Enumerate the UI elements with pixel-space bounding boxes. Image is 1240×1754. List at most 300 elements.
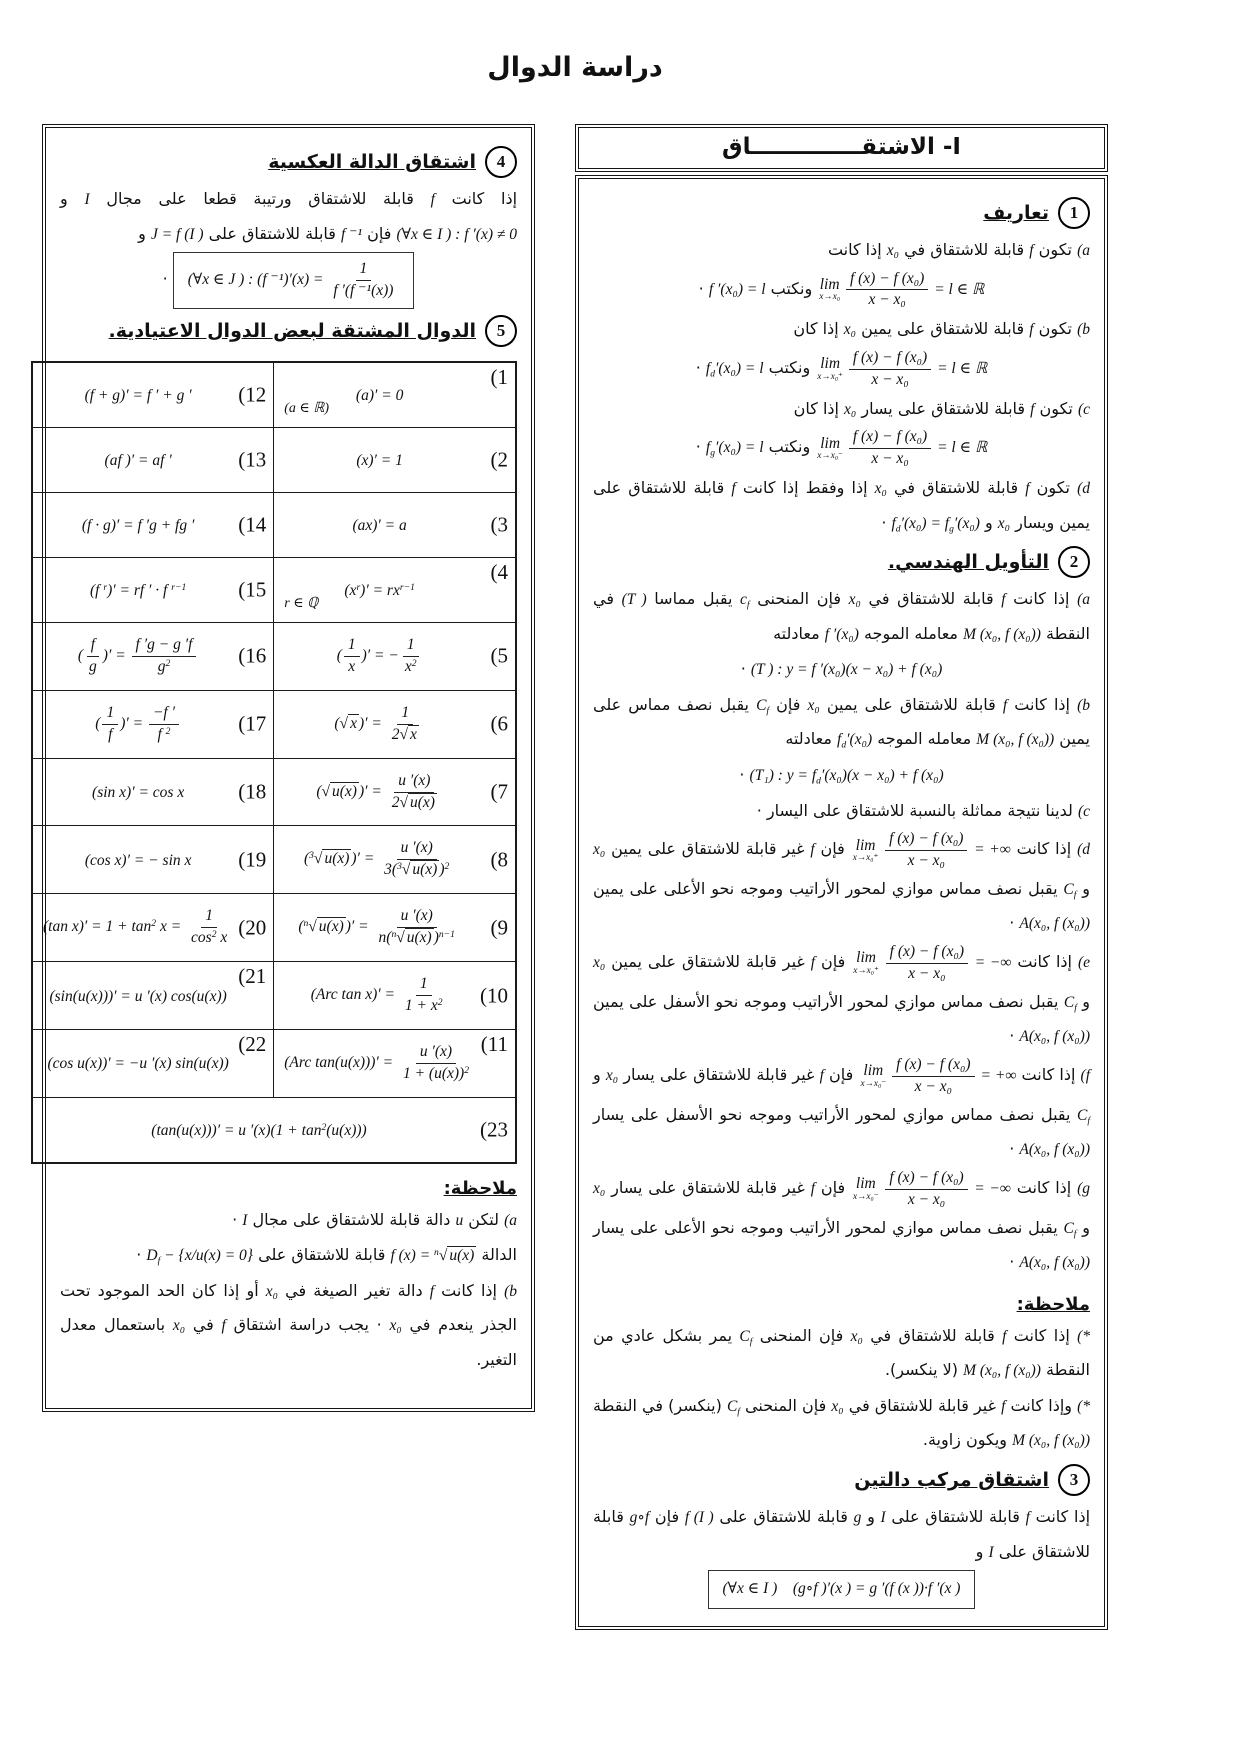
text-segment: قابلة للاشتقاق على — [253, 1245, 391, 1265]
text-segment: و — [138, 223, 151, 243]
text-segment: غير قابلة للاشتقاق على يمين — [605, 839, 811, 859]
paragraph — [60, 252, 517, 309]
table-cell — [32, 1097, 516, 1163]
math-segment: (a — [1077, 242, 1090, 259]
text-segment: إذا كانت — [1011, 952, 1078, 972]
section-composite-derivative — [593, 1464, 1090, 1609]
math-segment: f ′(x₀) — [824, 625, 859, 643]
derivative-formula: (ax)′ = a — [352, 516, 407, 534]
text-segment: قابلة للاشتقاق في — [860, 589, 1002, 609]
math-segment: A(x₀, f (x₀)) — [1019, 1028, 1090, 1046]
derivative-formula: (sin(u(x)))′ = u ′(x) cos(u(x)) — [49, 987, 227, 1005]
math-segment: x₀ — [593, 954, 606, 972]
math-segment: (a — [1077, 591, 1091, 609]
math-segment: f — [1029, 242, 1034, 259]
paragraph — [593, 829, 1090, 941]
math-segment: f — [819, 1066, 824, 1084]
table-cell — [274, 758, 516, 826]
derivative-formula: ( $\frac{1}{f}$ )′ = $\frac{-f '}{f ^2}$ — [95, 703, 181, 746]
text-segment: في النقطة — [593, 589, 1090, 643]
text-segment: غير قابلة للاشتقاق في — [843, 1395, 1002, 1415]
paragraph — [593, 348, 1090, 391]
paragraph — [593, 942, 1090, 1054]
math-segment: lim x→x₀⁺ $\frac{\text{f (x) − f (x₀)}}{\text{x − x₀}}$ = +∞ — [852, 830, 1011, 870]
text-segment: قابلة للاشتقاق على — [713, 1507, 854, 1527]
math-segment: M (x₀, f (x₀)) — [1012, 1432, 1090, 1450]
table-cell — [274, 894, 516, 962]
section-heading — [60, 315, 517, 347]
text-segment: ونكتب — [763, 437, 816, 457]
math-segment: (T ) : y = f ′(x₀)(x − x₀) + f (x₀) — [750, 661, 943, 679]
math-segment: lim x→x₀⁻ $\frac{\text{f (x) − f (x₀)}}{\text{x − x₀}}$ = −∞ — [852, 1168, 1011, 1208]
left-column-body — [45, 127, 532, 1409]
left-column — [45, 127, 532, 1409]
table-row — [32, 362, 516, 428]
text-segment: · — [881, 512, 892, 532]
math-segment: $f_d'(x_0) = l$ — [705, 359, 764, 380]
formula-number: (13 — [238, 447, 267, 472]
math-segment: x₀ — [850, 1327, 863, 1345]
section-definitions — [593, 197, 1090, 540]
text-segment: فإن المنحنى — [752, 1325, 851, 1345]
table-cell — [32, 826, 274, 894]
math-segment: x₀ — [844, 400, 857, 418]
derivative-formula: (Arc tan(u(x)))′ = $\frac{u '(x)}{1 + (u(x))^2}$ — [284, 1043, 469, 1082]
table-row — [32, 962, 516, 1030]
paragraphs — [593, 582, 1090, 1280]
derivative-formula: (tan(u(x)))′ = u $'(x)(1 + \tan^2(u(x)))$ — [151, 1121, 367, 1139]
derivatives-table — [31, 361, 517, 1164]
formula-number: (10 — [480, 983, 508, 1008]
math-segment: M (x₀, f (x₀)) — [963, 625, 1041, 643]
math-segment: lim x→x₀⁻ $\frac{\text{f (x) − f (x₀)}}{\text{x − x₀}}$ = l ∈ ℝ — [817, 428, 988, 468]
section-title: الدوال المشتقة لبعض الدوال الاعتيادية. — [108, 319, 476, 342]
text-segment: · — [1009, 913, 1020, 933]
text-segment: ونكتب — [765, 278, 818, 298]
math-segment: f — [1001, 591, 1006, 609]
math-segment: x₀ — [593, 1179, 606, 1197]
math-segment: f — [731, 480, 736, 498]
formula-number: (5 — [490, 643, 508, 668]
math-segment: x₀ — [843, 321, 857, 339]
formula-number: (16 — [238, 643, 267, 668]
circled-number: 2 — [1058, 546, 1090, 578]
text-segment: دالة تغير الصيغة في — [278, 1280, 430, 1300]
text-segment: (ينكسر) في النقطة — [593, 1395, 727, 1415]
paragraph — [60, 1238, 517, 1273]
math-segment: f — [810, 841, 815, 859]
math-segment: $f_g'(x_0) = l$ — [705, 439, 764, 459]
boxed-formula: (∀x ∈ J ) : (f ⁻¹)′(x) = $\frac{1}{\text{f ′(f ⁻¹(x))}}$ — [173, 252, 415, 309]
paragraph — [593, 652, 1090, 687]
formula-number: (1 — [490, 364, 508, 389]
text-segment: و — [979, 512, 998, 532]
derivative-formula: (tan $x)' = 1 + \tan^2 x$ = $\frac{1}{\cos^2 x}$ — [43, 907, 228, 947]
math-segment: f — [430, 191, 435, 208]
math-segment: I — [242, 1211, 248, 1229]
paragraph — [593, 1570, 1090, 1609]
table-row — [32, 894, 516, 962]
text-segment: في — [185, 1315, 222, 1335]
math-segment: x₀ — [605, 1066, 619, 1084]
section-heading — [593, 197, 1090, 229]
math-segment: (∀x ∈ I ) : f ′(x) ≠ 0 — [396, 225, 517, 243]
table-cell — [32, 1030, 274, 1098]
text-segment: الدالة — [476, 1245, 517, 1265]
text-segment: قابلة للاشتقاق على يسار — [856, 398, 1031, 418]
text-segment: معادلته — [785, 729, 838, 749]
math-segment: lim x→x₀ $\frac{\text{f (x) − f (x₀)}}{\text{x − x₀}}$ = l ∈ ℝ — [819, 269, 985, 309]
paragraph — [593, 269, 1090, 312]
paragraph — [593, 1319, 1090, 1388]
paragraph — [60, 1203, 517, 1238]
paragraph — [60, 1274, 517, 1377]
section-inverse-derivative — [60, 146, 517, 309]
math-segment: x₀ — [831, 1397, 844, 1415]
text-segment: معامله الموجه — [858, 623, 964, 643]
circled-number: 1 — [1058, 197, 1090, 229]
math-segment: x₀ — [886, 242, 900, 259]
math-segment: f — [221, 1317, 226, 1335]
page-title: دراسة الدوال — [487, 52, 663, 83]
text-segment: قابلة للاشتقاق على يمين — [856, 319, 1030, 339]
text-segment: معادلته — [773, 623, 825, 643]
math-segment: x₀ — [807, 696, 820, 714]
text-segment: فإن — [362, 223, 397, 243]
paragraph — [593, 794, 1090, 829]
text-segment: إذا كانت — [827, 240, 887, 259]
text-segment: ونكتب — [763, 357, 816, 377]
constraint-note: r ∈ ℚ — [284, 595, 319, 611]
text-segment: · يجب دراسة اشتقاق — [225, 1315, 390, 1335]
derivative-formula: (af )′ = af ′ — [104, 451, 172, 469]
section-derivation-header: I- الاشتقــــــــــــــاق — [578, 127, 1105, 169]
derivative-formula: (sin x)′ = cos x — [92, 784, 185, 802]
note-title: ملاحظة: — [443, 1177, 517, 1199]
text-segment: فإن المنحنى — [739, 1395, 832, 1415]
formula-number: (8 — [490, 847, 508, 872]
text-segment: و — [1076, 878, 1090, 898]
formula-number: (7 — [490, 779, 508, 804]
table-cell — [274, 962, 516, 1030]
section-title: اشتقاق مركب دالتين — [854, 1469, 1049, 1492]
text-segment: فإن المنحنى — [749, 589, 849, 609]
formula-number: (2 — [490, 447, 508, 472]
math-segment: (d — [1077, 841, 1090, 859]
text-segment: لتكن — [463, 1209, 505, 1229]
table-cell — [274, 557, 516, 622]
text-segment: تكون — [1029, 478, 1078, 498]
formula-number: (15 — [238, 577, 267, 602]
derivative-formula: ($^3$√ u(x) )′ = $\frac{u '(x)}{3(^3√ u(x) )^2}$ — [303, 839, 450, 879]
table-row — [32, 690, 516, 758]
formula-number: (17 — [238, 711, 267, 736]
math-segment: $D_f - \{x/u(x) = 0\}$ — [146, 1247, 254, 1267]
table-cell — [274, 826, 516, 894]
text-segment: (لا ينكسر). — [884, 1360, 964, 1380]
formula-number: (20 — [238, 915, 267, 940]
paragraphs — [60, 182, 517, 309]
paragraph — [593, 1055, 1090, 1167]
math-segment: f ⁻¹ — [341, 225, 363, 243]
text-segment: ويكون زاوية. — [922, 1430, 1013, 1450]
math-segment: f — [1029, 321, 1034, 339]
math-segment: A(x₀, f (x₀)) — [1019, 1141, 1090, 1159]
text-segment: دالة قابلة للاشتقاق على مجال — [247, 1209, 456, 1229]
math-segment: A(x₀, f (x₀)) — [1019, 1254, 1090, 1272]
text-segment: غير قابلة للاشتقاق على يسار — [605, 1177, 811, 1197]
formula-number: (9 — [490, 915, 508, 940]
table-row — [32, 758, 516, 826]
table-cell — [274, 427, 516, 492]
circled-number: 5 — [485, 315, 517, 347]
math-segment: f — [1002, 696, 1008, 714]
formula-number: (3 — [490, 512, 508, 537]
text-segment: إذا كان — [793, 398, 845, 418]
math-segment: $C_f$ — [726, 1397, 740, 1418]
math-segment: $C_f$ — [1076, 1106, 1090, 1127]
math-segment: $C_f$ — [1063, 993, 1077, 1014]
text-segment: · — [1009, 1026, 1020, 1046]
text-segment: تكون — [1034, 398, 1078, 418]
right-column — [578, 127, 1105, 1627]
text-segment: · — [740, 659, 751, 679]
math-segment: J = f (I ) — [150, 225, 204, 243]
math-segment: $f_d'(x_0)$ — [837, 731, 873, 751]
text-segment: · — [1009, 1252, 1020, 1272]
paragraph — [593, 688, 1090, 757]
text-segment: · — [739, 765, 750, 784]
formula-number: (4 — [490, 559, 508, 584]
table-cell — [274, 690, 516, 758]
table-cell — [274, 492, 516, 557]
text-segment: إذا كانت — [1029, 1507, 1091, 1527]
text-segment: فإن — [823, 1064, 859, 1084]
formula-number: (6 — [490, 711, 508, 736]
text-segment: إذا وفقط إذا كانت — [735, 478, 875, 498]
math-segment: (c — [1077, 802, 1090, 820]
math-segment: f — [1001, 1397, 1006, 1415]
text-segment: تكون — [1033, 319, 1078, 339]
table-cell — [32, 622, 274, 690]
math-segment: x₀ — [997, 514, 1011, 532]
section-heading — [60, 146, 517, 178]
text-segment: و — [861, 1507, 881, 1527]
math-segment: x₀ — [389, 1317, 402, 1335]
math-segment: lim x→x₀⁻ $\frac{\text{f (x) − f (x₀)}}{\text{x − x₀}}$ = +∞ — [860, 1055, 1017, 1095]
derivative-formula: (Arc tan x)′ = $\frac{1}{1 + x^2}$ — [310, 975, 443, 1015]
text-segment: · — [695, 437, 706, 457]
section-title: التأويل الهندسي. — [887, 551, 1049, 574]
table-row — [32, 622, 516, 690]
table-row — [32, 427, 516, 492]
text-segment: و — [593, 1064, 606, 1084]
text-segment: قابلة للاشتقاق على — [593, 1507, 1090, 1561]
paragraph — [593, 1500, 1090, 1569]
right-column-body — [578, 178, 1105, 1627]
math-segment: x₀ — [593, 841, 606, 859]
math-segment: M (x₀, f (x₀)) — [963, 1362, 1041, 1380]
text-segment: لدينا نتيجة مماثلة بالنسبة للاشتقاق على اليسار · — [756, 800, 1078, 820]
table-row — [32, 492, 516, 557]
math-segment: $C_f$ — [1063, 1219, 1077, 1240]
math-segment: (c — [1077, 400, 1090, 418]
math-segment: u — [455, 1211, 464, 1229]
math-segment: g∘f — [629, 1509, 650, 1527]
formula-number: (21 — [238, 964, 267, 989]
math-segment: f — [1002, 1327, 1007, 1345]
text-segment: قابلة للاشتقاق في — [899, 240, 1030, 259]
text-segment: و — [60, 189, 85, 208]
text-segment: إذا كانت — [1007, 694, 1078, 714]
math-segment: lim x→x₀⁺ $\frac{\text{f (x) − f (x₀)}}{\text{x − x₀}}$ = l ∈ ℝ — [817, 348, 988, 388]
section-heading — [593, 546, 1090, 578]
math-segment: f — [810, 954, 816, 972]
paragraphs — [593, 1500, 1090, 1609]
derivative-formula: ($^n$√ u(x) )′ = $\frac{u '(x)}{n(^n√ u(x) )^{n-1}}$ — [298, 907, 455, 947]
table-cell — [32, 690, 274, 758]
math-segment: lim x→x₀⁺ $\frac{\text{f (x) − f (x₀)}}{\text{x − x₀}}$ = −∞ — [853, 943, 1012, 982]
math-segment: $c_f$ — [740, 591, 750, 611]
math-segment: M (x₀, f (x₀)) — [976, 731, 1055, 749]
paragraph — [593, 233, 1090, 268]
text-segment: قابلة للاشتقاق على — [885, 1507, 1026, 1527]
math-segment: $C_f$ — [739, 1327, 753, 1348]
text-segment: فإن — [649, 1507, 685, 1527]
text-segment: و — [975, 1541, 989, 1561]
circled-number: 3 — [1058, 1464, 1090, 1496]
math-segment: x₀ — [172, 1317, 186, 1335]
text-segment: يقبل مماسا — [646, 589, 741, 609]
text-segment: فإن — [769, 694, 808, 714]
text-segment: أو إذا كان الحد الموجود تحت الجذر ينعدم في — [60, 1280, 517, 1335]
derivative-formula: (a)′ = 0 — [355, 386, 404, 404]
math-segment: g — [853, 1509, 862, 1527]
text-segment: يمر بشكل عادي من النقطة — [593, 1325, 1090, 1380]
text-segment: و — [1076, 991, 1090, 1011]
formula-number: (18 — [238, 779, 267, 804]
formula-number: (14 — [238, 512, 267, 537]
text-segment: باستعمال معدل التغير. — [60, 1315, 517, 1370]
formula-number: (23 — [480, 1117, 508, 1142]
table-cell — [32, 362, 274, 428]
text-segment: فإن — [814, 839, 851, 859]
text-segment: يقبل نصف مماس موازي لمحور الأراتيب وموجه نحو الأسفل على يسار — [593, 1104, 1077, 1124]
paragraph — [593, 1168, 1090, 1280]
math-segment: x₀ — [265, 1282, 279, 1300]
derivative-formula: (f + g)′ = f ′ + g ′ — [84, 386, 192, 404]
text-segment: قابلة للاشتقاق في — [886, 478, 1026, 498]
text-segment: فإن — [815, 1177, 851, 1197]
table-cell — [274, 622, 516, 690]
math-segment: (* — [1077, 1327, 1091, 1345]
paragraph — [593, 312, 1090, 347]
math-segment: f — [429, 1282, 435, 1300]
table-cell — [32, 427, 274, 492]
text-segment: قابلة للاشتقاق في — [862, 1325, 1003, 1345]
text-segment: إذا كانت — [434, 189, 518, 208]
math-segment: f — [1025, 1509, 1030, 1527]
math-segment: f — [1030, 400, 1035, 418]
text-segment: قابلة للاشتقاق ورتيبة قطعا على مجال — [89, 189, 431, 208]
math-segment: f (x) = $^n$√ u(x) — [390, 1247, 475, 1265]
text-segment: · — [698, 278, 709, 298]
circled-number: 4 — [485, 146, 517, 178]
math-segment: I — [988, 1543, 994, 1561]
text-segment: يقبل نصف مماس على يمين — [593, 694, 1090, 749]
text-segment: · — [232, 1209, 243, 1229]
text-segment: يقبل نصف مماس موازي لمحور الأراتيب وموجه نحو الأسفل على يمين — [593, 991, 1064, 1011]
derivative-formula: (f · g)′ = f ′g + fg ′ — [81, 516, 195, 534]
math-segment: (b — [1077, 321, 1090, 339]
table-row — [32, 557, 516, 622]
paragraphs — [593, 233, 1090, 540]
paragraph — [593, 392, 1090, 427]
text-segment: فإن — [815, 952, 852, 972]
paragraphs — [593, 1319, 1090, 1458]
math-segment: I — [84, 191, 90, 208]
text-segment: إذا كان — [793, 319, 844, 339]
text-segment: تكون — [1033, 240, 1078, 259]
math-segment: (g — [1077, 1179, 1091, 1197]
derivative-formula: ( $\frac{f}{g}$ )′ = $\frac{f 'g - g 'f}{g^2}$ — [78, 635, 199, 678]
table-row — [32, 1030, 516, 1098]
text-segment: يقبل نصف مماس موازي لمحور الأراتيب وموجه نحو الأعلى على يسار — [593, 1217, 1064, 1237]
formula-number: (12 — [238, 382, 267, 407]
math-segment: (b — [1077, 696, 1090, 714]
math-segment: (T₁) : $y = f_d'(x_0)(x - x_0) + f$ (x₀) — [749, 767, 944, 787]
paragraphs — [60, 1203, 517, 1377]
math-segment: x₀ — [874, 480, 887, 498]
boxed-formula: (∀x ∈ I ) (g∘f )′(x ) = g ′(f (x ))·f ′(x ) — [708, 1570, 976, 1609]
text-segment: إذا كانت — [434, 1280, 505, 1300]
text-segment: قابلة للاشتقاق على — [203, 223, 342, 243]
section-title: اشتقاق الدالة العكسية — [268, 151, 476, 173]
math-segment: (e — [1077, 954, 1090, 972]
paragraph — [593, 427, 1090, 470]
table-cell — [274, 362, 516, 428]
formula-number: (19 — [238, 847, 267, 872]
table-cell — [274, 1030, 516, 1098]
math-segment: f ′(x₀) = l — [708, 280, 766, 298]
derivative-formula: (cos u(x))′ = −u ′(x) sin(u(x)) — [47, 1055, 229, 1073]
math-segment: f (I ) — [684, 1509, 714, 1527]
two-column-layout — [45, 127, 1105, 1627]
math-segment: $C_f$ — [1063, 880, 1077, 901]
text-segment: قابلة للاشتقاق على يمين — [819, 694, 1003, 714]
math-segment: (b — [504, 1282, 517, 1300]
table-cell — [32, 894, 274, 962]
derivative-formula: (f $^r$)′ = rf ′ · f $^{r-1}$ — [89, 581, 187, 599]
text-segment: غير قابلة للاشتقاق على يسار — [618, 1064, 820, 1084]
text-segment: إذا كانت — [1010, 1177, 1078, 1197]
math-segment: f — [810, 1179, 816, 1197]
text-segment: يقبل نصف مماس موازي لمحور الأراتيب وموجه نحو الأعلى على يمين — [593, 878, 1064, 898]
math-segment: (d — [1077, 480, 1090, 498]
math-segment: x₀ — [848, 591, 861, 609]
math-segment: (f — [1080, 1066, 1091, 1084]
text-segment: إذا كانت — [1006, 1325, 1078, 1345]
section-right-note — [593, 1294, 1090, 1458]
formula-number: (22 — [238, 1032, 267, 1056]
math-segment: (T ) — [621, 591, 647, 609]
text-segment: · — [162, 269, 173, 289]
text-segment: و — [1076, 1217, 1090, 1237]
paragraph — [593, 582, 1090, 651]
section-usual-derivatives — [43, 315, 517, 1164]
text-segment: غير قابلة للاشتقاق على يمين — [605, 952, 811, 972]
paragraph — [593, 758, 1090, 793]
